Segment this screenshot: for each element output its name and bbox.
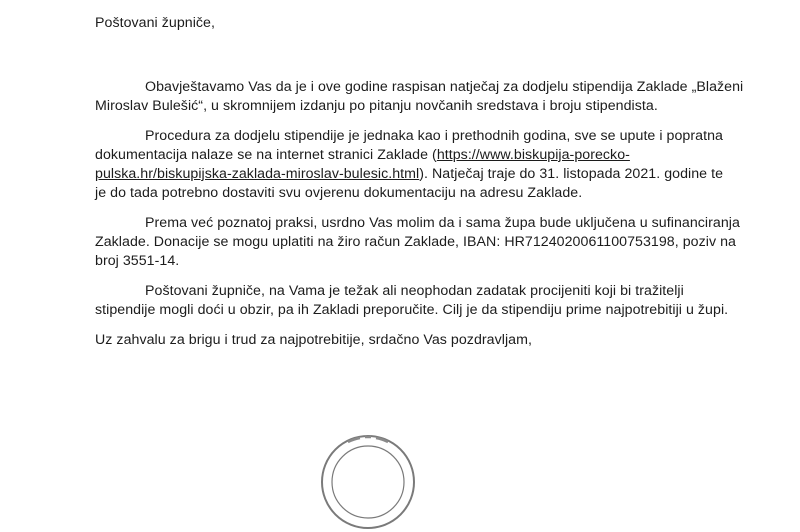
zaklada-website-link-part-1[interactable]: https://www.biskupija-porecko- (436, 147, 630, 163)
closing-line: Uz zahvalu za brigu i trud za najpotrebitije, srdačno Vas pozdravljam, (95, 332, 532, 348)
paragraph-1-line-2: Miroslav Bulešić“, u skromnijem izdanju po pitanju novčanih sredstava i broju stipendista. (95, 98, 658, 114)
salutation: Poštovani župniče, (95, 15, 215, 31)
paragraph-4-line-1: Poštovani župniče, na Vama je težak ali neophodan zadatak procijeniti koji bi tražitelji (145, 283, 684, 299)
paragraph-2-line-3 (95, 165, 723, 183)
stamp-seal-icon (318, 432, 418, 532)
zaklada-website-link-part-2[interactable]: pulska.hr/biskupijska-zaklada-miroslav-bulesic.html (95, 166, 420, 182)
paragraph-1-line-1: Obavještavamo Vas da je i ove godine raspisan natječaj za dodjelu stipendija Zaklade „Blaženi (145, 79, 744, 95)
paragraph-3-line-1: Prema već poznatoj praksi, usrdno Vas molim da i sama župa bude uključena u sufinanciranja (145, 215, 740, 231)
paragraph-2-line-1: Procedura za dodjelu stipendije je jednaka kao i prethodnih godina, sve se upute i popratna (145, 128, 723, 144)
paragraph-3-line-2: Zaklade. Donacije se mogu uplatiti na žiro račun Zaklade, IBAN: HR7124020061100753198, poziv na (95, 234, 736, 250)
paragraph-3-line-3: broj 3551-14. (95, 253, 180, 269)
paragraph-2-line-2 (95, 146, 630, 164)
paragraph-2-line-3-suffix: ). Natječaj traje do 31. listopada 2021. godine te (419, 166, 724, 182)
paragraph-4-line-2: stipendije mogli doći u obzir, pa ih Zakladi preporučite. Cilj je da stipendiju prime najpotrebitiji u župi. (95, 302, 729, 318)
paragraph-2-line-2-prefix: dokumentacija nalaze se na internet stranici Zaklade ( (95, 147, 437, 163)
paragraph-2-line-4: je do tada potrebno dostaviti svu ovjerenu dokumentaciju na adresu Zaklade. (95, 185, 583, 201)
